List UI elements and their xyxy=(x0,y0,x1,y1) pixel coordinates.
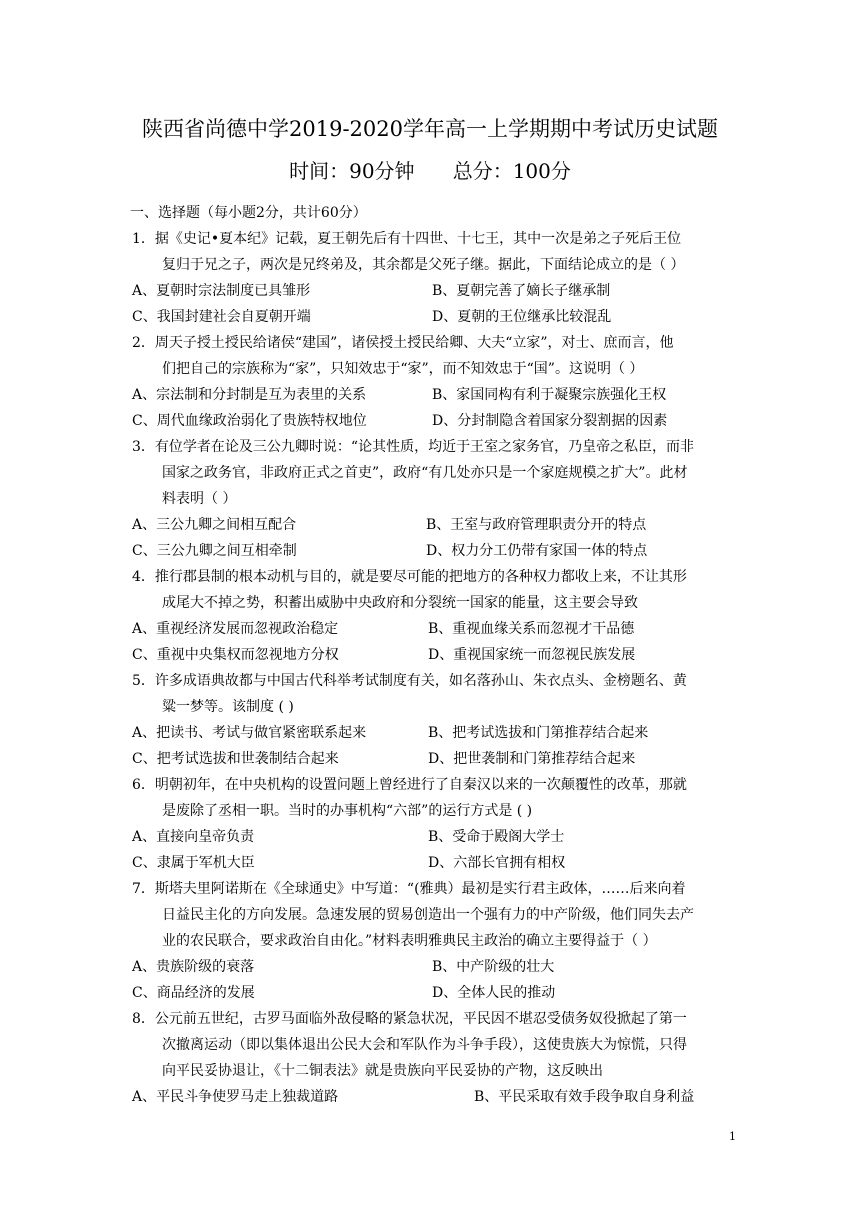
option-a: A、重视经济发展而忽视政治稳定 xyxy=(132,621,339,637)
question-stem-line: 7．斯塔夫里阿诺斯在《全球通史》中写道：“(雅典）最初是实行君主政体，……后来向着 xyxy=(132,881,686,897)
option-b: B、中产阶级的壮大 xyxy=(432,959,555,975)
option-d: D、全体人民的推动 xyxy=(432,985,556,1001)
question-stem-line: 复归于兄之子，两次是兄终弟及，其余都是父死子继。据此，下面结论成立的是（ ） xyxy=(162,257,685,273)
page-title: 陕西省尚德中学2019-2020学年高一上学期期中考试历史试题 xyxy=(142,117,718,141)
question-stem-line: 日益民主化的方向发展。急速发展的贸易创造出一个强有力的中产阶级，他们同失去产 xyxy=(162,907,694,923)
question-4 xyxy=(132,564,732,668)
option-c: C、商品经济的发展 xyxy=(132,985,255,1001)
question-stem-line: 业的农民联合，要求政治自由化。”材料表明雅典民主政治的确立主要得益于（ ） xyxy=(162,933,657,949)
exam-info: 时间：90分钟 总分：100分 xyxy=(289,159,571,183)
question-2 xyxy=(132,330,732,434)
question-stem-line: 2．周天子授土授民给诸侯“建国”，诸侯授土授民给卿、大夫“立家”，对士、庶而言，他 xyxy=(132,335,674,351)
option-c: C、重视中央集权而忽视地方分权 xyxy=(132,647,339,663)
question-stem-line: 成尾大不掉之势，积蓄出威胁中央政府和分裂统一国家的能量，这主要会导致 xyxy=(162,595,638,611)
option-c: C、把考试选拔和世袭制结合起来 xyxy=(132,751,339,767)
question-stem-line: 们把自己的宗族称为“家”，只知效忠于“家”，而不知效忠于“国”。这说明（ ） xyxy=(162,361,644,377)
option-d: D、重视国家统一而忽视民族发展 xyxy=(428,647,636,663)
option-b: B、平民采取有效手段争取自身利益 xyxy=(474,1089,695,1105)
question-stem-line: 6．明朝初年，在中央机构的设置问题上曾经进行了自秦汉以来的一次颠覆性的改革，那就 xyxy=(132,777,687,793)
option-b: B、重视血缘关系而忽视才干品德 xyxy=(428,621,635,637)
option-b: B、把考试选拔和门第推荐结合起来 xyxy=(428,725,649,741)
option-c: C、隶属于军机大臣 xyxy=(132,855,255,871)
option-a: A、把读书、考试与做官紧密联系起来 xyxy=(132,725,367,741)
question-6 xyxy=(132,772,732,876)
option-a: A、夏朝时宗法制度已具雏形 xyxy=(132,283,311,299)
question-stem-line: 向平民妥协退让，《十二铜表法》就是贵族向平民妥协的产物，这反映出 xyxy=(162,1063,603,1079)
section-heading: 一、选择题（每小题2分，共计60分） xyxy=(130,205,367,221)
option-d: D、把世袭制和门第推荐结合起来 xyxy=(428,751,636,767)
option-a: A、平民斗争使罗马走上独裁道路 xyxy=(132,1089,339,1105)
question-stem-line: 料表明（ ） xyxy=(162,491,237,507)
question-body xyxy=(132,200,732,1110)
question-3 xyxy=(132,434,732,564)
option-a: A、宗法制和分封制是互为表里的关系 xyxy=(132,387,367,403)
question-stem-line: 是废除了丞相一职。当时的办事机构“六部”的运行方式是 ( ) xyxy=(162,803,533,819)
question-stem-line: 5．许多成语典故都与中国古代科举考试制度有关，如名落孙山、朱衣点头、金榜题名、黄 xyxy=(132,673,687,689)
option-d: D、夏朝的王位继承比较混乱 xyxy=(432,309,612,325)
question-stem-line: 1．据《史记•夏本纪》记载，夏王朝先后有十四世、十七王，其中一次是弟之子死后王位 xyxy=(132,231,682,247)
question-7 xyxy=(132,876,732,1006)
question-stem-line: 次撤离运动（即以集体退出公民大会和军队作为斗争手段），这使贵族大为惊慌，只得 xyxy=(162,1037,687,1053)
question-8 xyxy=(132,1006,732,1110)
option-b: B、夏朝完善了嫡长子继承制 xyxy=(432,283,611,299)
page-number: 1 xyxy=(729,1130,736,1143)
question-stem-line: 国家之政务官，非政府正式之首吏”，政府“有几处亦只是一个家庭规模之扩大”。此材 xyxy=(162,465,688,481)
option-a: A、直接向皇帝负责 xyxy=(132,829,255,845)
question-stem-line: 8．公元前五世纪，古罗马面临外敌侵略的紧急状况，平民因不堪忍受债务奴役掀起了第一 xyxy=(132,1011,687,1027)
option-a: A、贵族阶级的衰落 xyxy=(132,959,255,975)
question-stem-line: 4．推行郡县制的根本动机与目的，就是要尽可能的把地方的各种权力都收上来，不让其形 xyxy=(132,569,687,585)
question-5 xyxy=(132,668,732,772)
question-stem-line: 粱一梦等。该制度 ( ) xyxy=(162,699,294,715)
option-b: B、王室与政府管理职责分开的特点 xyxy=(426,517,647,533)
question-1 xyxy=(132,226,732,330)
question-stem-line: 3．有位学者在论及三公九卿时说：“论其性质，均近于王室之家务官，乃皇帝之私臣，而非 xyxy=(132,439,695,455)
option-c: C、周代血缘政治弱化了贵族特权地位 xyxy=(132,413,367,429)
option-d: D、权力分工仍带有家国一体的特点 xyxy=(426,543,648,559)
option-d: D、六部长官拥有相权 xyxy=(428,855,566,871)
option-c: C、三公九卿之间互相牵制 xyxy=(132,543,297,559)
option-a: A、三公九卿之间相互配合 xyxy=(132,517,297,533)
option-c: C、我国封建社会自夏朝开端 xyxy=(132,309,311,325)
option-b: B、家国同构有利于凝聚宗族强化王权 xyxy=(432,387,667,403)
option-d: D、分封制隐含着国家分裂割据的因素 xyxy=(432,413,668,429)
option-b: B、受命于殿阁大学士 xyxy=(428,829,565,845)
